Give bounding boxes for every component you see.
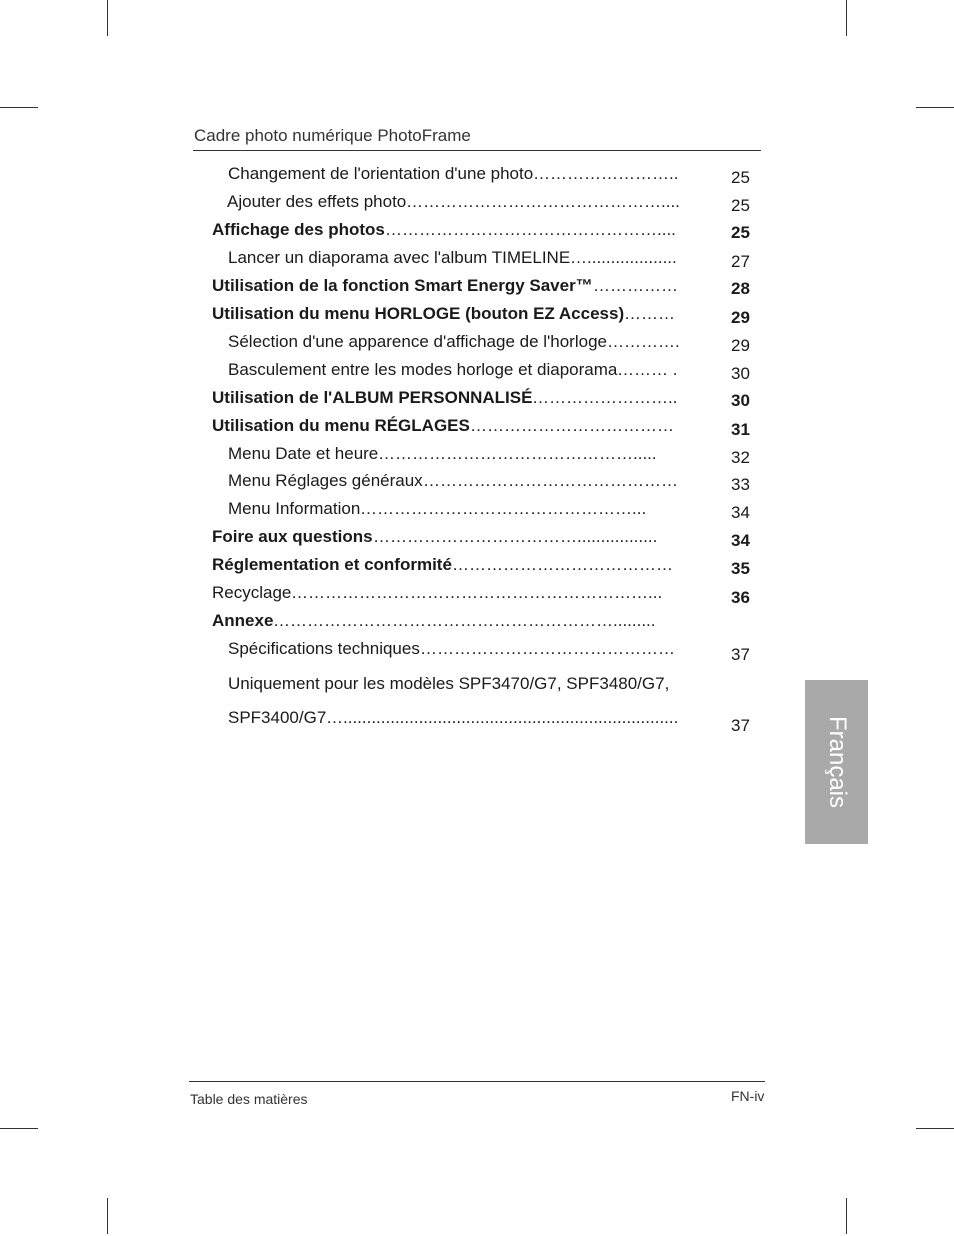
toc-entry-title: Spécifications techniques — [228, 639, 420, 658]
crop-mark-top-left — [107, 0, 108, 36]
toc-entry-title: Foire aux questions — [212, 527, 373, 546]
toc-entry-page: 31 — [731, 420, 750, 439]
toc-entry-leader: …………………………………………... — [360, 499, 647, 518]
toc-entry-page: 35 — [731, 559, 750, 578]
toc-entry-leader: ………………………………................. — [373, 527, 658, 546]
toc-entry[interactable] — [0, 471, 954, 493]
toc-entry[interactable] — [0, 555, 954, 577]
toc-entry[interactable] — [0, 416, 954, 438]
toc-entry-leader: ……………………………………….... — [406, 192, 680, 211]
toc-entry-title: Utilisation du menu HORLOGE (bouton EZ Access) — [212, 304, 625, 323]
toc-entry-leader: …………………….. — [532, 388, 678, 407]
toc-entry-title: Utilisation de la fonction Smart Energy Saver™ — [212, 276, 593, 295]
toc-entry-title: Menu Information — [228, 499, 361, 518]
toc-entry[interactable] — [0, 583, 954, 605]
language-tab-label: Français — [823, 715, 851, 809]
toc-entry-page: 34 — [731, 531, 750, 550]
toc-entry-leader: …………… — [593, 276, 678, 295]
toc-entry[interactable] — [0, 639, 954, 664]
crop-mark-left-bottom — [0, 1128, 38, 1129]
toc-entry[interactable] — [0, 276, 954, 298]
toc-entry-title: Menu Date et heure — [228, 444, 379, 463]
toc-entry-title: Annexe — [212, 611, 274, 630]
toc-entry-title: SPF3400/G7 — [228, 708, 327, 727]
toc-entry[interactable] — [0, 164, 954, 186]
toc-entry-leader: ………………………………… — [452, 555, 673, 574]
toc-entry-title: Affichage des photos — [212, 220, 385, 239]
toc-entry-leader: …................... — [570, 248, 677, 267]
toc-entry-leader: ………………………………………..... — [378, 444, 657, 463]
toc-entry-page: 28 — [731, 279, 750, 298]
toc-entry-title: Utilisation du menu RÉGLAGES — [212, 416, 470, 435]
toc-entry[interactable] — [0, 304, 954, 326]
crop-mark-bottom-left — [107, 1198, 108, 1234]
toc-entry-title: Utilisation de l'ALBUM PERSONNALISÉ — [212, 388, 533, 407]
toc-entry[interactable] — [0, 527, 954, 549]
toc-entry-leader: ……… — [624, 304, 675, 323]
toc-entry-leader: ……………………………………… — [420, 639, 675, 658]
toc-entry-leader: ……………………………………… — [423, 471, 678, 490]
toc-entry-title: Lancer un diaporama avec l'album TIMELINE — [228, 248, 571, 267]
toc-entry-page: 27 — [731, 252, 750, 271]
toc-entry-page: 37 — [731, 645, 750, 664]
toc-entry-page: 29 — [731, 308, 750, 327]
toc-entry-page: 33 — [731, 475, 750, 494]
toc-entry-page: 25 — [731, 223, 750, 242]
footer-page-number: FN-iv — [731, 1088, 765, 1104]
crop-mark-right-bottom — [916, 1128, 954, 1129]
toc-entry[interactable] — [0, 388, 954, 410]
footer-rule — [189, 1081, 765, 1082]
crop-mark-top-right — [846, 0, 847, 36]
toc-entry-title: Ajouter des effets photo — [227, 192, 407, 211]
toc-entry[interactable] — [0, 220, 954, 242]
toc-entry-page: 34 — [731, 503, 750, 522]
crop-mark-right-top — [916, 107, 954, 108]
crop-mark-bottom-right — [846, 1198, 847, 1234]
toc-entry-title: Réglementation et conformité — [212, 555, 452, 574]
toc-entry-leader: ……… . — [617, 360, 678, 379]
page-header-title: Cadre photo numérique PhotoFrame — [194, 126, 471, 145]
toc-entry-title: Basculement entre les modes horloge et diaporama — [228, 360, 618, 379]
toc-entry[interactable] — [0, 332, 954, 354]
toc-entry-title: Changement de l'orientation d'une photo — [228, 164, 534, 183]
language-side-tab — [805, 680, 868, 844]
toc-entry-page: 25 — [731, 168, 750, 187]
header-rule — [193, 150, 761, 151]
toc-entry-title: Menu Réglages généraux — [228, 471, 423, 490]
toc-entry-page: 30 — [731, 364, 750, 383]
toc-entry-title: Sélection d'une apparence d'affichage de l'horloge — [228, 332, 607, 351]
toc-entry-leader: ……………………………………………………......... — [273, 611, 656, 630]
toc-entry-page: 25 — [731, 196, 750, 215]
toc-entry[interactable] — [0, 360, 954, 382]
toc-entry[interactable] — [0, 248, 954, 270]
toc-entry-page: 32 — [731, 448, 750, 467]
toc-entry-title: Recyclage — [212, 583, 292, 602]
toc-entry-leader: ……………………………… — [470, 416, 674, 435]
toc-entry-page: 37 — [731, 716, 750, 735]
toc-entry-leader: ………………………………………….... — [385, 220, 676, 239]
toc-entry[interactable] — [0, 611, 954, 633]
toc-entry-leader: ………………………………………………………... — [291, 583, 663, 602]
toc-entry-page: 36 — [731, 588, 750, 607]
toc-entry-title: Uniquement pour les modèles SPF3470/G7, SPF3480/G7, — [228, 674, 670, 693]
toc-entry-leader: …………………….. — [533, 164, 679, 183]
toc-entry-page: 29 — [731, 336, 750, 355]
toc-entry[interactable] — [0, 444, 954, 466]
footer-section-name: Table des matières — [190, 1091, 308, 1107]
toc-entry-leader: …………. — [607, 332, 680, 351]
crop-mark-left-top — [0, 107, 38, 108]
toc-entry[interactable] — [0, 499, 954, 521]
toc-entry[interactable] — [0, 192, 954, 214]
toc-entry-leader: …....................................................................... — [326, 708, 679, 727]
toc-entry-page: 30 — [731, 391, 750, 410]
